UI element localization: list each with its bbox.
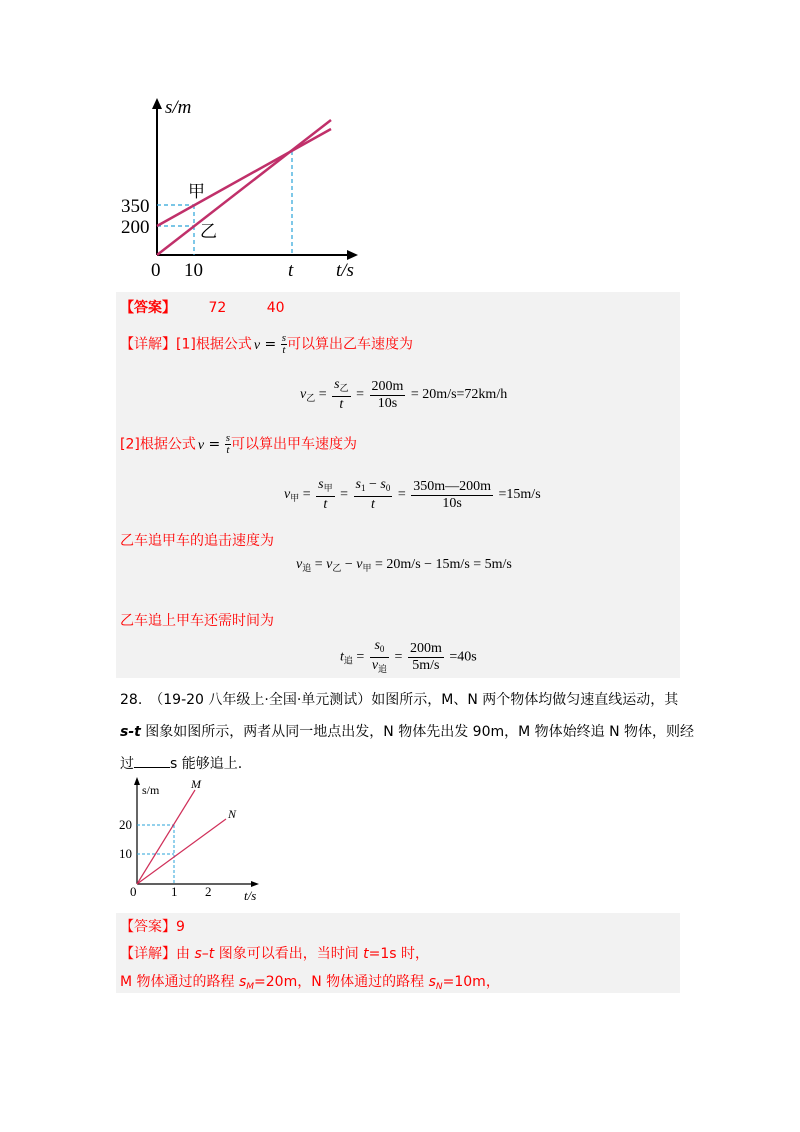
question-28-line-3-b: s 能够追上. — [170, 756, 243, 772]
detail-1-step-3: 乙车追甲车的追击速度为 — [120, 533, 274, 549]
formula-3: $v_追 = v_乙 - v_甲 = 20m/s - 15m/s = 5m/s$ — [296, 557, 512, 573]
graph-2-y-arrow — [134, 777, 140, 785]
question-28-st: s-t — [120, 724, 141, 740]
formula-v-s-t: $\frac{s}{t}$ — [281, 332, 286, 356]
formula-2: $v_甲$ = $\frac{s_甲}{t}$ = $\frac{s_1 - s_0}{t}$ = $\frac{350m—200m}{10s}$ =15m/s — [284, 477, 541, 512]
graph-2-tick-1: 1 — [171, 884, 178, 899]
graph-2-origin: 0 — [130, 884, 137, 899]
detail-2-l1-b: s–t — [194, 946, 215, 962]
graph-1-tick-200: 200 — [121, 217, 150, 238]
detail-2-l2-b: s — [238, 974, 247, 990]
graph-2-y-label: s/m — [142, 783, 160, 797]
answer-1-value-1: 72 — [208, 300, 227, 316]
question-28-line-3-a: 过 — [120, 756, 134, 772]
question-28-line-3 — [120, 753, 242, 773]
graph-1-tick-10: 10 — [184, 260, 203, 281]
graph-2-x-arrow — [251, 881, 259, 887]
answer-1-label: 【答案】 — [120, 300, 176, 316]
formula-4: $t_追$ = $\frac{s_0}{v_追}$ = $\frac{200m}{5m/s}$ =40s — [340, 638, 477, 674]
answer-1-line — [120, 297, 285, 317]
detail-1-step-2-suffix: 可以算出甲车速度为 — [230, 436, 357, 453]
graph-2-tick-10: 10 — [119, 846, 132, 861]
graph-1-label-yi: 乙 — [200, 222, 217, 242]
detail-2-l1-d: t — [363, 946, 369, 962]
graph-1-y-label: s/m — [165, 97, 192, 118]
graph-2 — [112, 774, 272, 904]
graph-1-tick-350: 350 — [121, 196, 150, 217]
detail-1-step-2: [2]根据公式 v = $\frac{s}{t}$ 可以算出甲车速度为 — [120, 432, 357, 456]
graph-1-label-jia: 甲 — [188, 182, 205, 202]
detail-2-line-2 — [120, 971, 500, 992]
detail-2-l1-a: 【详解】由 — [120, 946, 195, 962]
detail-1-step-2-prefix: [2]根据公式 — [120, 436, 196, 453]
graph-1-y-arrow — [152, 98, 162, 109]
graph-1 — [110, 95, 370, 285]
detail-2-l2-a: M 物体通过的路程 — [120, 974, 239, 990]
question-28-line-2-text: 图象如图所示，两者从同一地点出发，N 物体先出发 90m，M 物体始终追 N 物体，则经 — [140, 724, 695, 740]
question-28-line-1: 28. （19-20 八年级上·全国·单元测试）如图所示，M、N 两个物体均做匀速直线运动，其 — [120, 692, 679, 708]
question-28-line-2 — [120, 721, 694, 741]
graph-1-x-arrow — [347, 250, 358, 260]
answer-1-value-2: 40 — [266, 300, 285, 316]
detail-2-line-1 — [120, 943, 429, 963]
graph-1-tick-t: t — [288, 260, 294, 281]
detail-2-l2-c: M — [246, 982, 255, 992]
detail-2-l2-g: =10m， — [442, 974, 500, 990]
detail-2-l1-c: 图象可以看出，当时间 — [214, 946, 364, 962]
graph-1-origin: 0 — [151, 260, 161, 281]
detail-2-l1-e: =1s 时， — [368, 946, 430, 962]
graph-2-line-m — [137, 790, 195, 884]
answer-blank[interactable] — [134, 753, 170, 768]
detail-2-l2-e: s — [428, 974, 436, 990]
detail-1-step-1-prefix: 【详解】[1]根据公式 — [120, 336, 252, 353]
graph-2-tick-20: 20 — [119, 817, 132, 832]
detail-1-step-1-suffix: 可以算出乙车速度为 — [286, 336, 413, 353]
graph-2-tick-2: 2 — [205, 884, 212, 899]
detail-2-l2-f: N — [435, 982, 443, 992]
graph-2-x-label: t/s — [244, 888, 257, 903]
graph-1-line-jia — [157, 129, 331, 226]
answer-2-line: 【答案】9 — [120, 919, 185, 935]
graph-2-label-n: N — [228, 807, 237, 821]
detail-1-step-1: 【详解】[1]根据公式 v = $\frac{s}{t}$ 可以算出乙车速度为 — [120, 332, 413, 356]
formula-1: $v_乙$ = $\frac{s_乙}{t}$ = $\frac{200m}{10s}$ = 20m/s=72km/h — [300, 377, 508, 412]
detail-2-l2-d: =20m，N 物体通过的路程 — [254, 974, 429, 990]
graph-1-line-yi — [157, 120, 331, 255]
formula-v-s-t-2: $\frac{s}{t}$ — [225, 432, 230, 456]
graph-2-line-n — [137, 819, 226, 884]
graph-1-x-label: t/s — [336, 260, 354, 281]
detail-1-step-4: 乙车追上甲车还需时间为 — [120, 613, 274, 629]
graph-2-label-m: M — [191, 777, 201, 791]
